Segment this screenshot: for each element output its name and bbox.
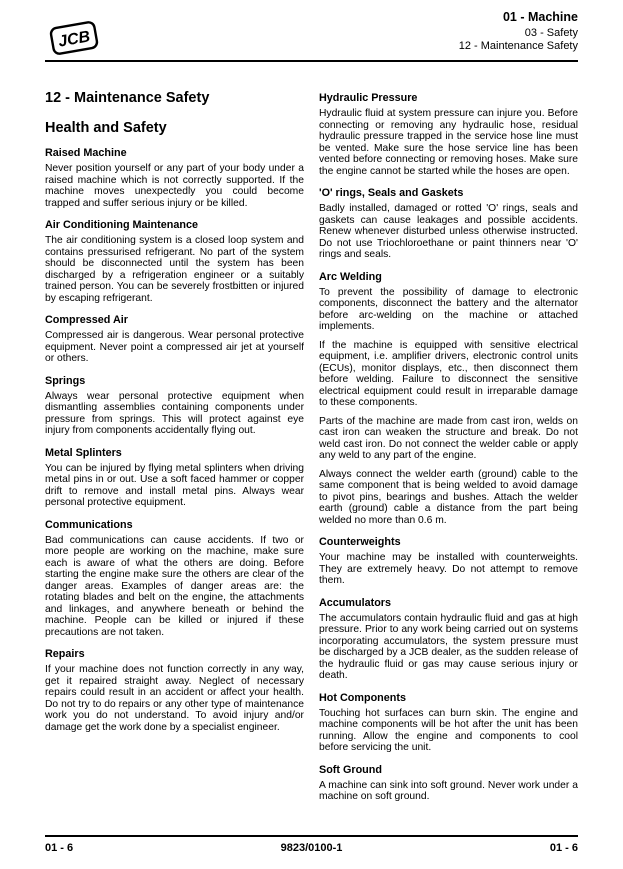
section-paragraph: To prevent the possibility of damage to electronic components, disconnect the battery and the alternator before arc-welding on the machine or attached implements. [319,286,578,332]
section-heading: Springs [45,374,86,387]
section-heading: Air Conditioning Maintenance [45,219,198,231]
safety-section [319,597,578,682]
column-right [319,90,578,810]
safety-section [45,648,304,733]
page-content [45,90,578,810]
section-paragraph: Always wear personal protective equipment when dismantling assemblies containing components under pressure from springs. This will protect against eye injury from components accidentally flying out. [45,390,304,436]
header-section: 03 - Safety [524,26,578,39]
safety-section [45,447,304,509]
jcb-logo [45,16,103,65]
section-paragraph: Bad communications can cause accidents. If two or more people are working on the machine, make sure each is aware of what the others are doing. Before starting the engine make sure the others are clear of the danger areas. Examples of danger areas are: the rotating blades and belt on the engine, the attachments and linkages, and anywhere beneath or behind the machine. People can be killed or injured if these precautions are not taken. [45,534,304,638]
section-heading: Communications [45,518,133,531]
section-paragraph: The accumulators contain hydraulic fluid and gas at high pressure. Prior to any work being carried out on systems incorporating accumulators, the system pressure must be discharged by a JCB dealer, as the sudden release of the hydraulic fluid or gas may cause serious injury or death. [319,612,578,681]
section-paragraph: Parts of the machine are made from cast iron, welds on cast iron can weaken the structure and break. Do not weld cast iron. Do not connect the welder cable or apply any weld to any part of the engine. [319,415,578,461]
section-heading: Arc Welding [319,270,382,283]
header-divider [45,60,578,62]
header-subsection: 12 - Maintenance Safety [458,39,578,52]
footer-page-number-right: 01 - 6 [549,842,578,854]
jcb-logo-icon [45,16,103,60]
section-paragraph: If your machine does not function correctly in any way, get it repaired straight away. Neglect of necessary repairs could result in an accident or affect your health. Do not try to do repairs or any other type of maintenance work you do not understand. To avoid injury and/or damage get the work done by a specialist engineer. [45,664,304,733]
footer-publication-number: 9823/0100-1 [280,842,343,854]
safety-section [319,271,578,527]
column-right-sections [319,92,578,803]
section-paragraph: Always connect the welder earth (ground) cable to the same component that is being welded to avoid damage to pivot pins, bearings and bushes. Attach the welder earth (ground) cable a distance from the part being welded no more than 0.6 m. [319,468,578,526]
footer-page-number-left: 01 - 6 [45,842,74,854]
header-breadcrumb [459,10,578,53]
section-heading: Soft Ground [319,763,382,776]
page-header [45,10,578,58]
section-heading: Accumulators [319,596,391,609]
section-paragraph: You can be injured by flying metal splinters when driving metal pins in or out. Use a soft faced hammer or copper drift to remove and install metal pins. Always wear personal protective equipment. [45,462,304,508]
section-paragraph: If the machine is equipped with sensitive electrical equipment, i.e. amplifier drivers, electronic control units (ECUs), monitor displays, etc., then disconnect them before welding. Failure to disconnect the sensitive electrical equipment could result in irreparable damage to these components. [319,339,578,408]
page-subtitle: Health and Safety [45,120,167,136]
safety-section [319,536,578,587]
section-paragraph: Badly installed, damaged or rotted 'O' rings, seals and gaskets can cause leakages and possible accidents. Renew whenever disturbed unless otherwise instructed. Do not use Triochloroethane or paint thinners near 'O' rings and seals. [319,203,578,260]
section-heading: 'O' rings, Seals and Gaskets [319,187,464,199]
section-heading: Hot Components [319,691,406,704]
safety-section [319,764,578,803]
safety-section [45,219,304,304]
section-paragraph: Your machine may be installed with counterweights. They are extremely heavy. Do not attempt to remove them. [319,552,578,586]
section-paragraph: A machine can sink into soft ground. Never work under a machine on soft ground. [319,779,578,802]
section-heading: Raised Machine [45,147,127,159]
column-left [45,90,304,810]
safety-section [45,314,304,365]
page-title: 12 - Maintenance Safety [45,90,210,106]
header-chapter: 01 - Machine [502,10,578,24]
section-heading: Repairs [45,648,85,660]
safety-section [45,519,304,639]
jcb-logo-text: JCB [57,28,92,51]
section-paragraph: Compressed air is dangerous. Wear personal protective equipment. Never point a compressed air jet at yourself or others. [45,330,304,364]
section-heading: Compressed Air [45,314,129,326]
section-heading: Hydraulic Pressure [319,92,418,104]
safety-section [319,92,578,177]
safety-section [319,692,578,754]
safety-section [319,187,578,261]
section-paragraph: Never position yourself or any part of your body under a raised machine which is not correctly supported. If the machine moves unexpectedly you could become trapped and suffer serious injury or be killed. [45,163,304,209]
section-paragraph: Hydraulic fluid at system pressure can injure you. Before connecting or removing any hydraulic hose, residual hydraulic pressure trapped in the service hose line must be vented. Make sure the hose service line has been vented before connecting or removing hoses. Make sure the engine cannot be started while the hoses are open. [319,108,578,177]
section-heading: Counterweights [319,536,401,548]
page-footer [45,842,578,854]
safety-section [45,147,304,209]
section-paragraph: Touching hot surfaces can burn skin. The engine and machine components will be hot after the unit has been running. Allow the engine and components to cool before servicing the unit. [319,707,578,753]
safety-section [45,375,304,437]
footer-divider [45,835,578,837]
column-left-sections [45,147,304,733]
section-heading: Metal Splinters [45,446,122,459]
section-paragraph: The air conditioning system is a closed loop system and contains pressurised refrigerant. No part of the system should be disconnected until the system has been discharged by a refrigeration engineer or a suitably trained person. You can be severely frostbitten or injured by escaping refrigerant. [45,235,304,304]
